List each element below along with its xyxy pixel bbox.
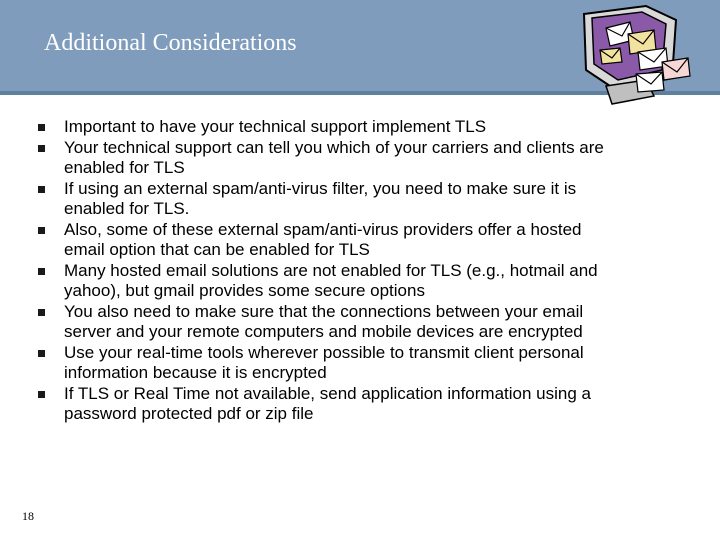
square-bullet-icon <box>38 268 45 275</box>
bullet-text: Important to have your technical support implement TLS <box>64 117 487 136</box>
bullet-item <box>38 302 618 343</box>
page-number: 18 <box>22 509 34 523</box>
bullet-item <box>38 220 618 261</box>
bullet-item <box>38 117 618 138</box>
bullet-text: Use your real-time tools wherever possible to transmit client personal information because it is encrypted <box>64 342 584 382</box>
square-bullet-icon <box>38 309 45 316</box>
square-bullet-icon <box>38 350 45 357</box>
bullet-text: Many hosted email solutions are not enabled for TLS (e.g., hotmail and yahoo), but gmail provides some secure options <box>64 260 598 300</box>
square-bullet-icon <box>38 124 45 131</box>
square-bullet-icon <box>38 186 45 193</box>
computer-with-mail-icon <box>576 0 696 112</box>
bullet-item <box>38 343 618 384</box>
bullet-text: You also need to make sure that the connections between your email server and your remote computers and mobile devices are encrypted <box>64 301 584 341</box>
bullet-item <box>38 384 618 425</box>
square-bullet-icon <box>38 227 45 234</box>
bullet-text: If TLS or Real Time not available, send application information using a password protected pdf or zip file <box>64 383 591 423</box>
bullet-item <box>38 179 618 220</box>
slide-title: Additional Considerations <box>44 30 297 56</box>
bullet-text: If using an external spam/anti-virus filter, you need to make sure it is enabled for TLS. <box>64 178 577 218</box>
bullet-item <box>38 138 618 179</box>
square-bullet-icon <box>38 145 45 152</box>
square-bullet-icon <box>38 391 45 398</box>
bullet-item <box>38 261 618 302</box>
bullet-list <box>38 117 618 425</box>
bullet-text: Your technical support can tell you which of your carriers and clients are enabled for TLS <box>64 137 604 177</box>
bullet-text: Also, some of these external spam/anti-virus providers offer a hosted email option that can be enabled for TLS <box>64 219 582 259</box>
